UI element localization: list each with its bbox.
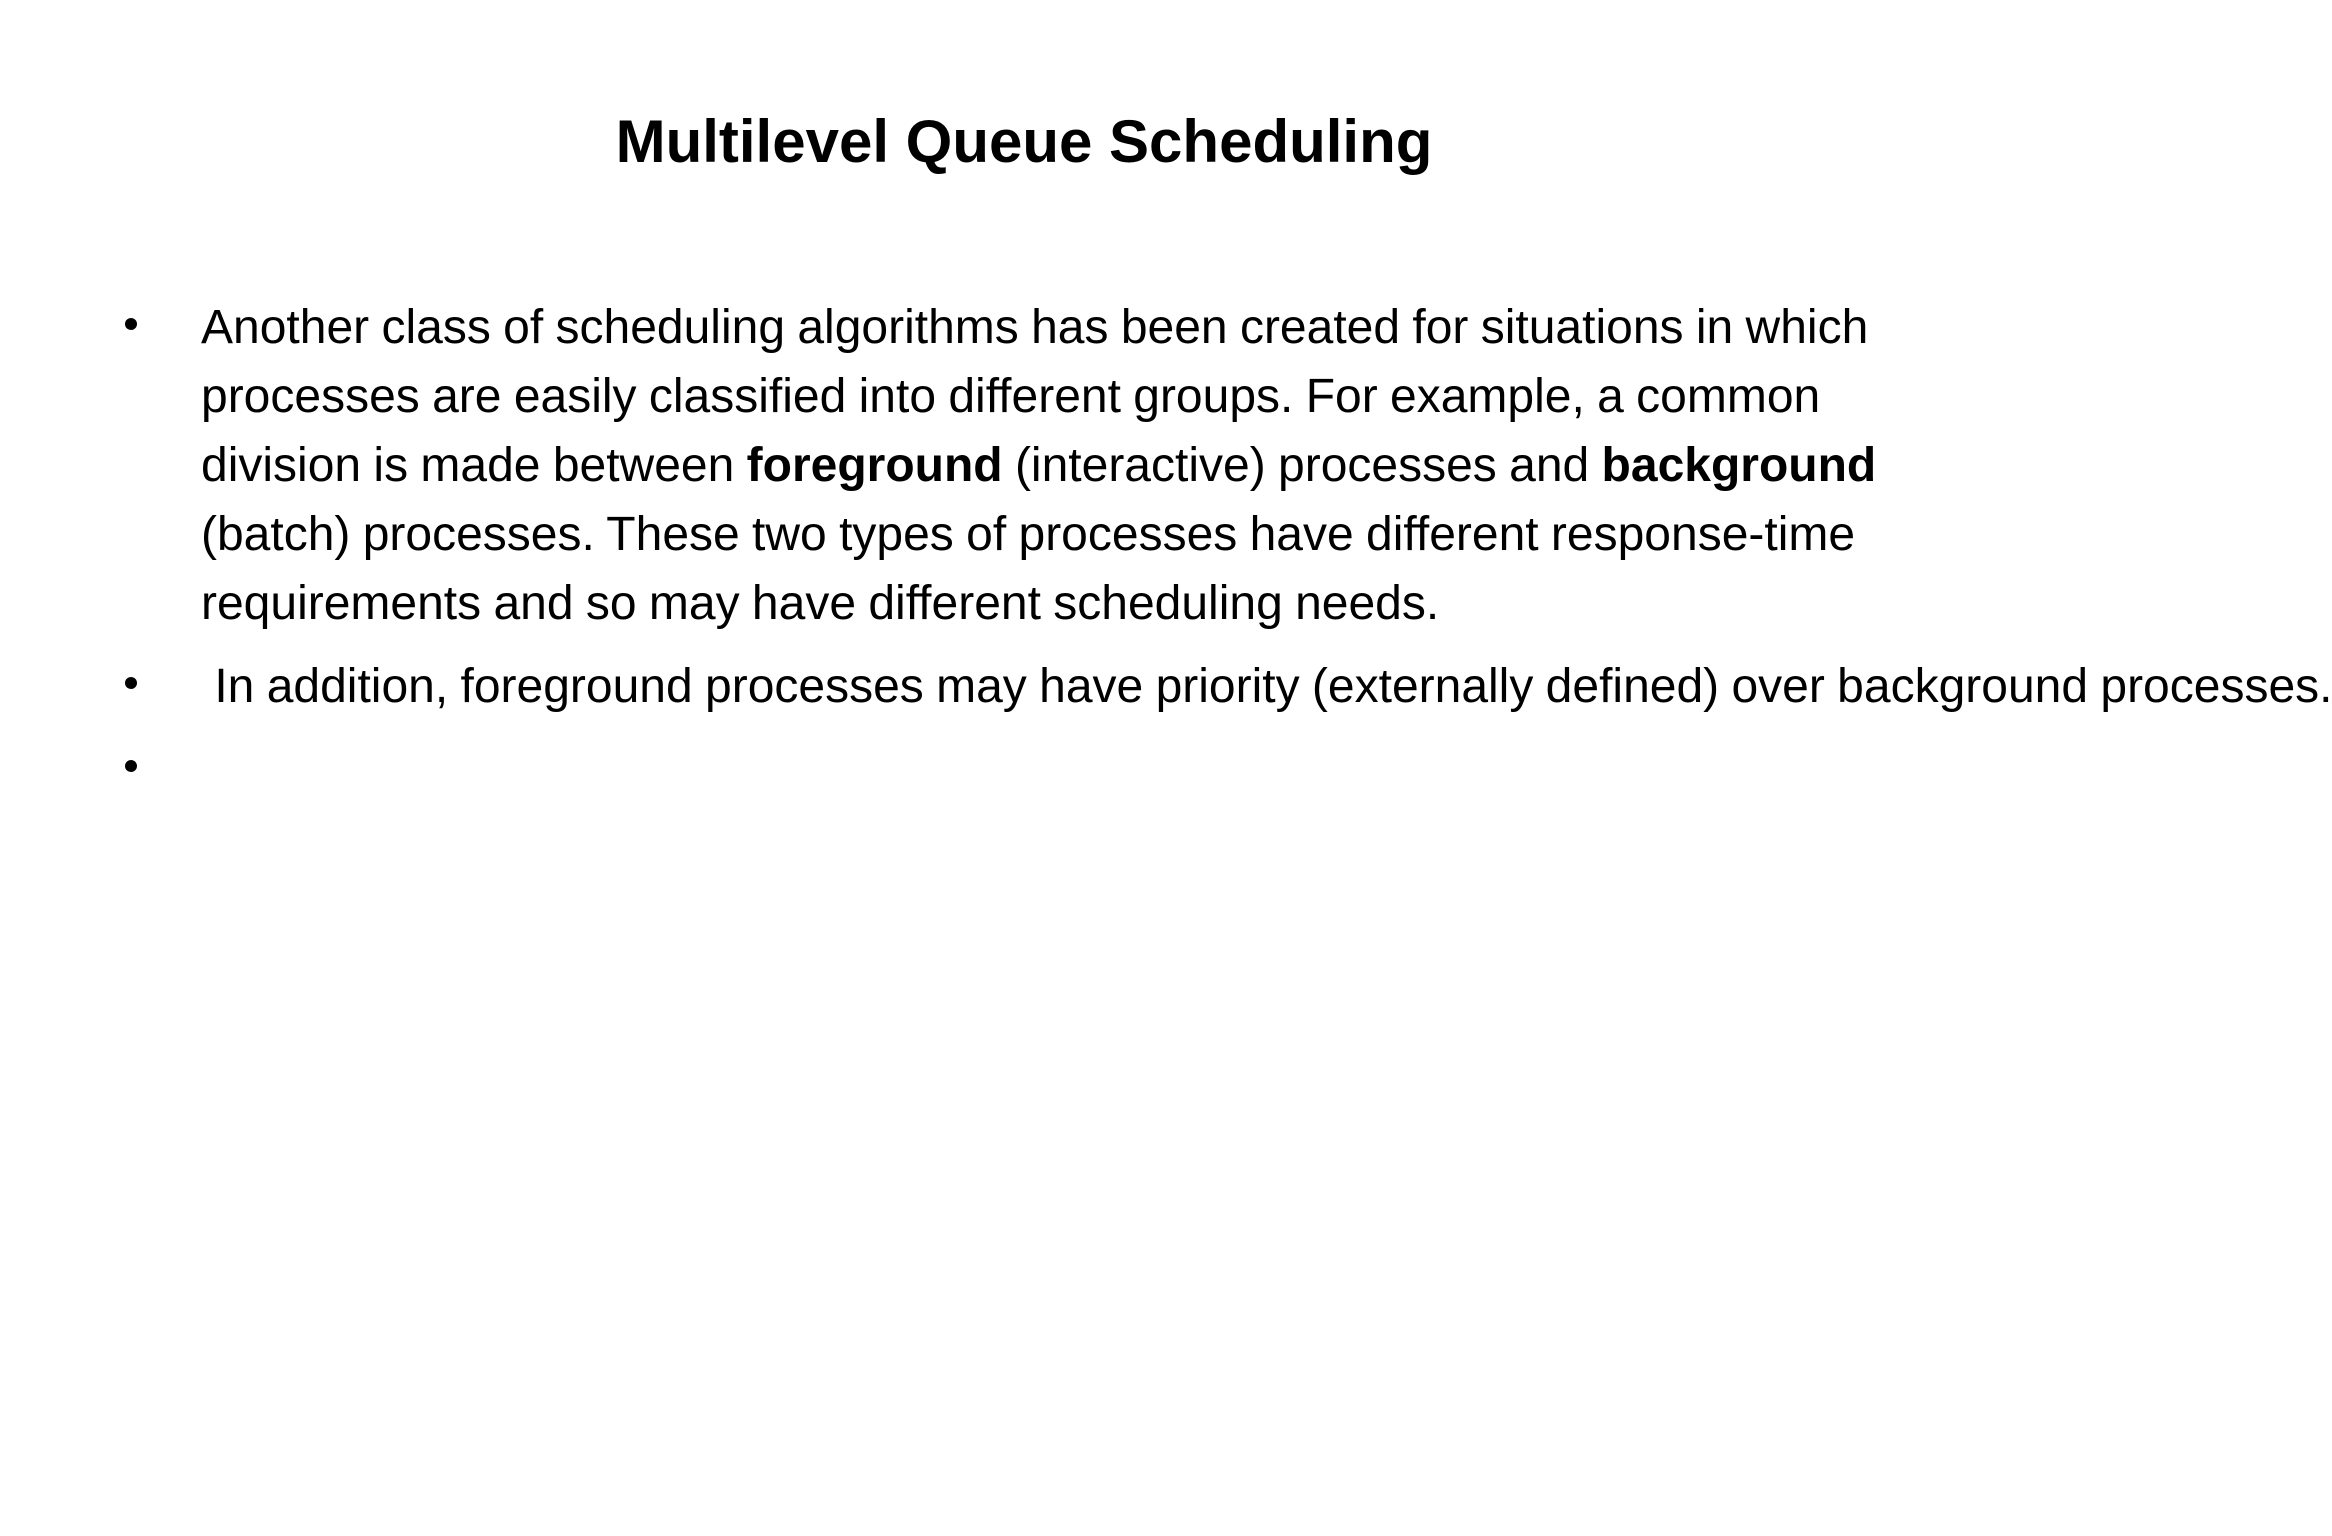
bullet-item: [0, 652, 2332, 721]
text-segment: In addition, foreground processes may have priority (externally defined) over background processes.: [201, 660, 2332, 713]
bullet-list: [0, 293, 2332, 818]
bullet-dot-icon: [125, 677, 137, 689]
bullet-text: [201, 652, 2332, 721]
text-segment: (batch) processes. These two types of processes have different response-time requirements and so may have different scheduling needs.: [201, 508, 1856, 630]
bullet-dot-icon: [125, 760, 137, 772]
text-segment-bold: foreground: [746, 439, 1003, 492]
slide-title: Multilevel Queue Scheduling: [615, 108, 1433, 175]
text-segment: (interactive) processes and: [1002, 439, 1602, 492]
bullet-item-empty: [0, 735, 1936, 804]
bullet-text: [201, 293, 1936, 638]
text-segment-bold: background: [1601, 439, 1877, 492]
bullet-item: [0, 293, 1936, 638]
text-segment: Another class of scheduling algorithms has been created for situations in which processes are easily classified into different groups. For example, a common division is made between: [201, 301, 1869, 492]
bullet-dot-icon: [125, 318, 137, 330]
